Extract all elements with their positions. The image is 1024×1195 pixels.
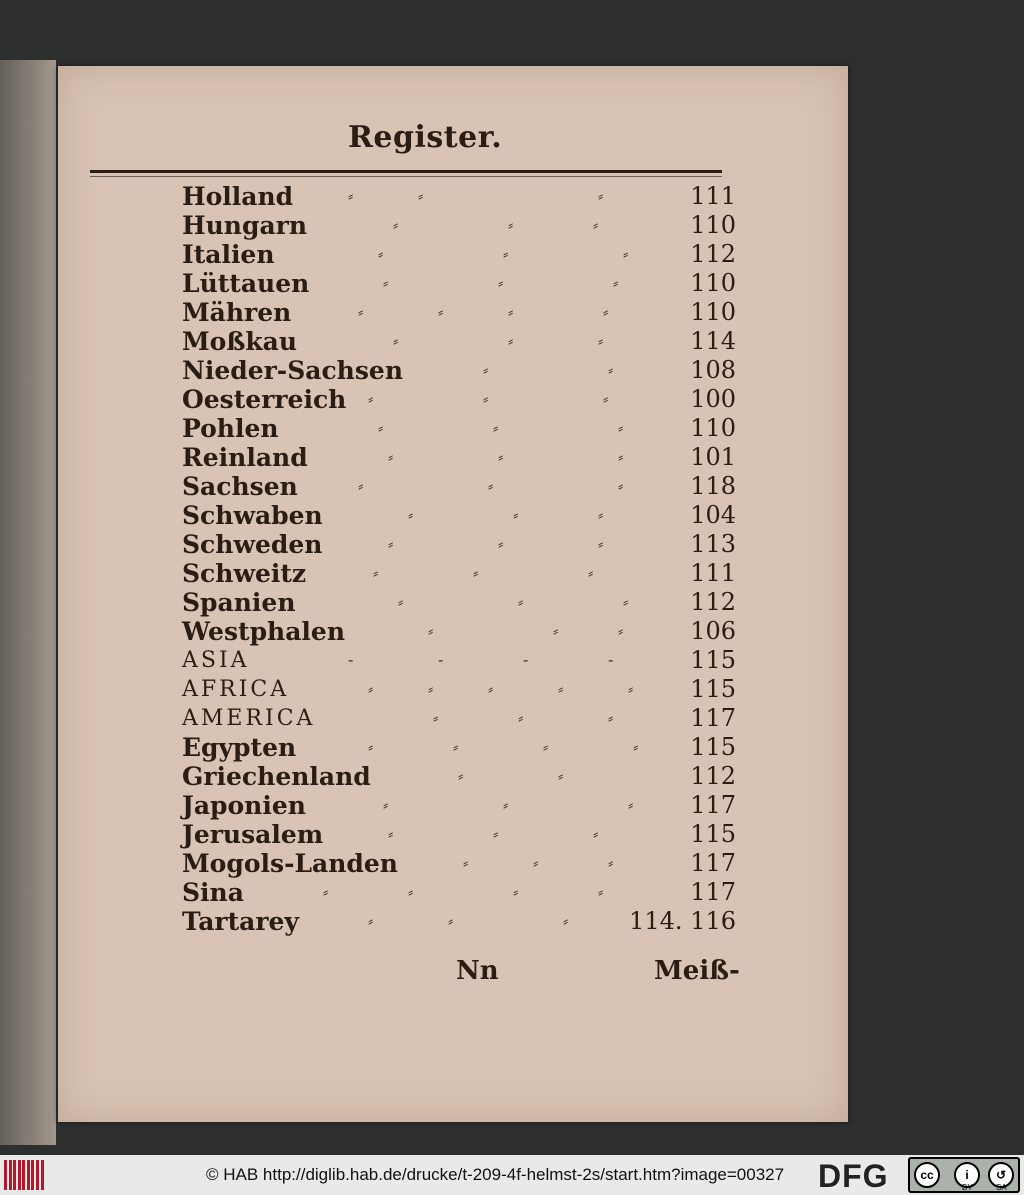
book-page	[58, 66, 848, 1122]
entry-place: Italien	[182, 240, 275, 269]
sa-icon: ↺	[988, 1162, 1014, 1188]
entry-place: Lüttauen	[182, 269, 310, 298]
leader-mark: ⸗	[558, 679, 564, 698]
entry-place: Japonien	[182, 791, 306, 820]
entry-place: Reinland	[182, 443, 308, 472]
register-entry	[58, 182, 848, 211]
leader-mark: ⸗	[553, 621, 559, 640]
entry-page-number: 110	[690, 298, 736, 326]
barcode-stripe	[4, 1160, 7, 1190]
title-rule-thin	[90, 176, 722, 177]
entry-place: Spanien	[182, 588, 296, 617]
register-entry	[58, 298, 848, 327]
leader-mark: ⸗	[323, 882, 329, 901]
leader-mark: ⸗	[508, 302, 514, 321]
register-entry	[58, 849, 848, 878]
leader-mark: ⸗	[433, 708, 439, 727]
entry-place: Griechenland	[182, 762, 371, 791]
leader-mark: ⸗	[348, 186, 354, 205]
leader-mark: ⸗	[508, 215, 514, 234]
leader-mark: ⸗	[623, 592, 629, 611]
register-entry	[58, 617, 848, 646]
entry-page-number: 112	[690, 240, 736, 268]
register-entry	[58, 530, 848, 559]
leader-mark: ⸗	[603, 389, 609, 408]
leader-mark: ⸗	[453, 737, 459, 756]
entry-page-number: 113	[690, 530, 736, 558]
leader-mark: ⸗	[488, 476, 494, 495]
leader-mark: ⸗	[613, 273, 619, 292]
leader-mark: ⸗	[508, 331, 514, 350]
leader-mark: ⸗	[458, 766, 464, 785]
leader-mark: ⸗	[393, 331, 399, 350]
leader-mark: ⸗	[593, 215, 599, 234]
leader-mark: ⸗	[408, 882, 414, 901]
license-badge[interactable]	[908, 1157, 1020, 1193]
register-entry	[58, 907, 848, 936]
entry-place: Tartarey	[182, 907, 299, 936]
leader-mark: ⸗	[438, 302, 444, 321]
leader-mark: ⸗	[373, 563, 379, 582]
leader-mark: ⸗	[448, 911, 454, 930]
leader-mark: ⸗	[498, 447, 504, 466]
by-label: BY	[962, 1183, 973, 1192]
leader-mark: ⸗	[488, 679, 494, 698]
register-list	[58, 182, 848, 942]
entry-page-number: 104	[690, 501, 736, 529]
entry-page-number: 112	[690, 762, 736, 790]
entry-page-number: 117	[690, 791, 736, 819]
leader-mark: ⸗	[608, 853, 614, 872]
copyright-credit[interactable]: © HAB http://diglib.hab.de/drucke/t-209-4f-helmst-2s/start.htm?image=00327	[206, 1165, 785, 1184]
leader-mark: ⸗	[383, 795, 389, 814]
entry-place: ASIA	[182, 648, 250, 673]
entry-place: Schwaben	[182, 501, 323, 530]
entry-place: Westphalen	[182, 617, 346, 646]
leader-mark: ⸗	[618, 621, 624, 640]
leader-mark: ⸗	[393, 215, 399, 234]
entry-place: Egypten	[182, 733, 297, 762]
entry-page-number: 111	[690, 182, 736, 210]
leader-mark: ⸗	[608, 360, 614, 379]
leader-mark: ⸗	[633, 737, 639, 756]
entry-place: Moßkau	[182, 327, 298, 356]
leader-mark: -	[438, 650, 444, 669]
register-entry	[58, 588, 848, 617]
register-entry	[58, 762, 848, 791]
leader-mark: ⸗	[418, 186, 424, 205]
catchword: Meiß-	[654, 956, 740, 986]
entry-page-number: 117	[690, 878, 736, 906]
entry-place: Oesterreich	[182, 385, 347, 414]
leader-mark: ⸗	[543, 737, 549, 756]
leader-mark: ⸗	[618, 418, 624, 437]
leader-mark: ⸗	[383, 273, 389, 292]
leader-mark: ⸗	[598, 505, 604, 524]
leader-mark: ⸗	[558, 766, 564, 785]
leader-mark: ⸗	[618, 447, 624, 466]
leader-mark: -	[348, 650, 354, 669]
barcode-stripe	[9, 1160, 12, 1190]
leader-mark: ⸗	[618, 476, 624, 495]
leader-mark: ⸗	[493, 418, 499, 437]
entry-page-number: 108	[690, 356, 736, 384]
register-entry	[58, 240, 848, 269]
leader-mark: ⸗	[408, 505, 414, 524]
register-entry	[58, 443, 848, 472]
leader-mark: ⸗	[428, 621, 434, 640]
leader-mark: ⸗	[368, 737, 374, 756]
leader-mark: ⸗	[378, 244, 384, 263]
leader-mark: ⸗	[388, 534, 394, 553]
leader-mark: ⸗	[628, 679, 634, 698]
leader-mark: ⸗	[533, 853, 539, 872]
entry-page-number: 110	[690, 414, 736, 442]
leader-mark: ⸗	[378, 418, 384, 437]
leader-mark: ⸗	[503, 244, 509, 263]
entry-place: Nieder-Sachsen	[182, 356, 403, 385]
entry-page-number: 115	[690, 820, 736, 848]
register-entry	[58, 414, 848, 443]
barcode-stripe	[18, 1160, 21, 1190]
leader-mark: ⸗	[368, 911, 374, 930]
register-entry	[58, 733, 848, 762]
entry-place: Schweden	[182, 530, 323, 559]
entry-place: Pohlen	[182, 414, 279, 443]
signature-mark: Nn	[456, 956, 499, 986]
leader-mark: ⸗	[358, 302, 364, 321]
entry-page-number: 117	[690, 704, 736, 732]
entry-place: Hungarn	[182, 211, 307, 240]
entry-page-number: 101	[690, 443, 736, 471]
leader-mark: ⸗	[598, 882, 604, 901]
viewer-footer	[0, 1155, 1024, 1195]
leader-mark: ⸗	[623, 244, 629, 263]
entry-place: Sachsen	[182, 472, 298, 501]
leader-mark: ⸗	[598, 331, 604, 350]
leader-mark: ⸗	[498, 534, 504, 553]
leader-mark: ⸗	[483, 389, 489, 408]
register-entry	[58, 878, 848, 907]
leader-mark: ⸗	[598, 186, 604, 205]
adjacent-page-edge	[0, 60, 56, 1145]
leader-mark: ⸗	[518, 592, 524, 611]
register-entry	[58, 211, 848, 240]
leader-mark: ⸗	[513, 505, 519, 524]
register-entry	[58, 356, 848, 385]
barcode-stripe	[41, 1160, 44, 1190]
entry-place: Jerusalem	[182, 820, 324, 849]
register-entry	[58, 675, 848, 704]
leader-mark: ⸗	[493, 824, 499, 843]
register-entry	[58, 385, 848, 414]
entry-place: Mogols-Landen	[182, 849, 398, 878]
leader-mark: ⸗	[608, 708, 614, 727]
entry-page-number: 114	[690, 327, 736, 355]
dfg-logo[interactable]: DFG	[818, 1158, 889, 1194]
leader-mark: ⸗	[498, 273, 504, 292]
entry-place: Schweitz	[182, 559, 307, 588]
barcode-icon	[4, 1160, 46, 1190]
entry-page-number: 111	[690, 559, 736, 587]
entry-page-number: 115	[690, 675, 736, 703]
entry-page-number: 117	[690, 849, 736, 877]
leader-mark: -	[608, 650, 614, 669]
barcode-stripe	[27, 1160, 30, 1190]
leader-mark: ⸗	[473, 563, 479, 582]
entry-page-number: 110	[690, 211, 736, 239]
leader-mark: ⸗	[388, 824, 394, 843]
register-entry	[58, 646, 848, 675]
entry-place: Holland	[182, 182, 294, 211]
sa-label: SA	[996, 1183, 1007, 1192]
title-rule	[90, 170, 722, 173]
leader-mark: ⸗	[388, 447, 394, 466]
register-entry	[58, 269, 848, 298]
register-entry	[58, 501, 848, 530]
leader-mark: ⸗	[628, 795, 634, 814]
leader-mark: ⸗	[503, 795, 509, 814]
leader-mark: ⸗	[358, 476, 364, 495]
entry-page-number: 114. 116	[629, 907, 736, 935]
leader-mark: ⸗	[518, 708, 524, 727]
leader-mark: -	[523, 650, 529, 669]
cc-icon: cc	[914, 1162, 940, 1188]
register-entry	[58, 472, 848, 501]
leader-mark: ⸗	[598, 534, 604, 553]
entry-place: AMERICA	[182, 706, 316, 731]
entry-page-number: 110	[690, 269, 736, 297]
barcode-stripe	[22, 1160, 25, 1190]
entry-page-number: 100	[690, 385, 736, 413]
entry-place: Sina	[182, 878, 244, 907]
entry-page-number: 112	[690, 588, 736, 616]
leader-mark: ⸗	[398, 592, 404, 611]
page-title: Register.	[348, 120, 503, 155]
register-entry	[58, 559, 848, 588]
entry-page-number: 115	[690, 733, 736, 761]
entry-place: Mähren	[182, 298, 292, 327]
entry-place: AFRICA	[182, 677, 290, 702]
leader-mark: ⸗	[428, 679, 434, 698]
leader-mark: ⸗	[368, 679, 374, 698]
register-entry	[58, 704, 848, 733]
leader-mark: ⸗	[593, 824, 599, 843]
leader-mark: ⸗	[588, 563, 594, 582]
leader-mark: ⸗	[563, 911, 569, 930]
register-entry	[58, 820, 848, 849]
barcode-stripe	[36, 1160, 39, 1190]
leader-mark: ⸗	[463, 853, 469, 872]
register-entry	[58, 791, 848, 820]
leader-mark: ⸗	[513, 882, 519, 901]
by-icon: i	[954, 1162, 980, 1188]
entry-page-number: 115	[690, 646, 736, 674]
barcode-stripe	[31, 1160, 34, 1190]
barcode-stripe	[13, 1160, 16, 1190]
leader-mark: ⸗	[603, 302, 609, 321]
leader-mark: ⸗	[368, 389, 374, 408]
entry-page-number: 106	[690, 617, 736, 645]
entry-page-number: 118	[690, 472, 736, 500]
leader-mark: ⸗	[483, 360, 489, 379]
register-entry	[58, 327, 848, 356]
